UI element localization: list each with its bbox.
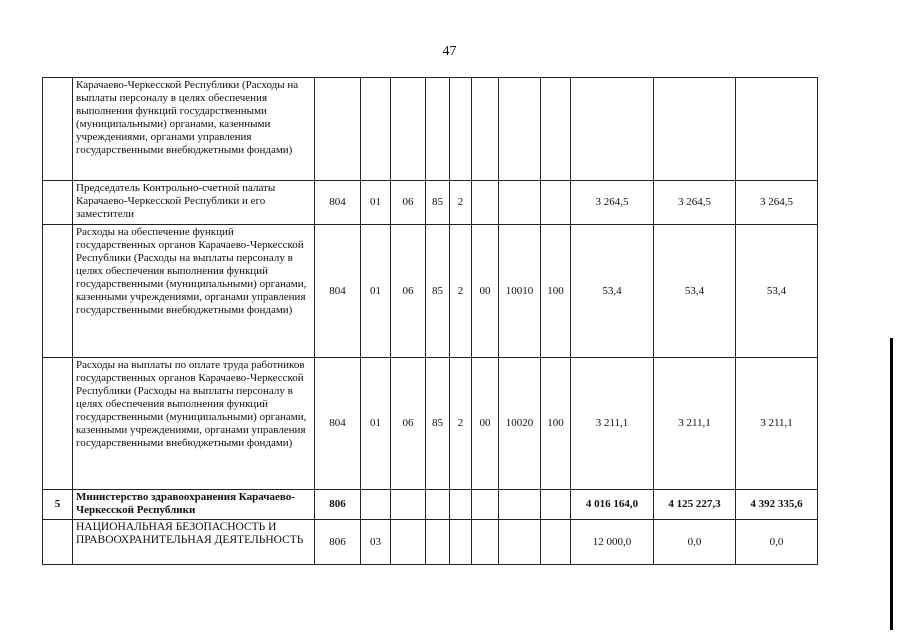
cs-subprogram: 2 xyxy=(450,181,472,225)
razdel-code: 03 xyxy=(361,520,391,565)
podrazdel-code xyxy=(391,78,426,181)
row-number xyxy=(43,358,73,490)
vr-code xyxy=(541,78,571,181)
budget-table xyxy=(42,77,818,565)
podrazdel-code: 06 xyxy=(391,225,426,358)
vedomstvo-code: 804 xyxy=(315,358,361,490)
cs-event: 00 xyxy=(472,225,499,358)
cs-event xyxy=(472,490,499,520)
sum-year-1: 4 016 164,0 xyxy=(571,490,654,520)
sum-year-2 xyxy=(654,78,736,181)
cs-subprogram xyxy=(450,520,472,565)
cs-direction: 10010 xyxy=(499,225,541,358)
table-row xyxy=(43,520,818,565)
sum-year-3: 3 211,1 xyxy=(736,358,818,490)
vr-code xyxy=(541,490,571,520)
cs-program xyxy=(426,78,450,181)
podrazdel-code: 06 xyxy=(391,181,426,225)
vedomstvo-code: 806 xyxy=(315,490,361,520)
row-number xyxy=(43,225,73,358)
razdel-code xyxy=(361,78,391,181)
cs-direction xyxy=(499,181,541,225)
row-description: Расходы на обеспечение функций государственных органов Карачаево-Черкесской Республики (Расходы на выплаты персоналу в целях обеспечения выполнения функций государственными (муниципальными) органами, казенными учреждениями, органами управления государственными внебюджетными фондами) xyxy=(73,225,315,358)
table-row xyxy=(43,225,818,358)
cs-subprogram xyxy=(450,490,472,520)
cs-program xyxy=(426,520,450,565)
vr-code xyxy=(541,520,571,565)
sum-year-3: 53,4 xyxy=(736,225,818,358)
sum-year-2: 3 264,5 xyxy=(654,181,736,225)
cs-event: 00 xyxy=(472,358,499,490)
cs-event xyxy=(472,181,499,225)
sum-year-1 xyxy=(571,78,654,181)
sum-year-3 xyxy=(736,78,818,181)
scan-edge-line xyxy=(890,338,893,630)
page-number: 47 xyxy=(442,44,457,59)
vedomstvo-code xyxy=(315,78,361,181)
sum-year-2: 4 125 227,3 xyxy=(654,490,736,520)
row-number xyxy=(43,520,73,565)
sum-year-1: 3 264,5 xyxy=(571,181,654,225)
cs-program: 85 xyxy=(426,225,450,358)
table-row xyxy=(43,490,818,520)
vr-code: 100 xyxy=(541,358,571,490)
sum-year-1: 12 000,0 xyxy=(571,520,654,565)
cs-program: 85 xyxy=(426,181,450,225)
table-row xyxy=(43,358,818,490)
sum-year-3: 0,0 xyxy=(736,520,818,565)
razdel-code: 01 xyxy=(361,225,391,358)
cs-direction xyxy=(499,520,541,565)
podrazdel-code xyxy=(391,520,426,565)
podrazdel-code: 06 xyxy=(391,358,426,490)
table-row xyxy=(43,181,818,225)
cs-direction: 10020 xyxy=(499,358,541,490)
cs-direction xyxy=(499,78,541,181)
cs-event xyxy=(472,520,499,565)
vr-code xyxy=(541,181,571,225)
cs-program: 85 xyxy=(426,358,450,490)
row-number xyxy=(43,78,73,181)
sum-year-1: 3 211,1 xyxy=(571,358,654,490)
cs-subprogram: 2 xyxy=(450,225,472,358)
vedomstvo-code: 806 xyxy=(315,520,361,565)
cs-program xyxy=(426,490,450,520)
razdel-code: 01 xyxy=(361,358,391,490)
cs-direction xyxy=(499,490,541,520)
sum-year-1: 53,4 xyxy=(571,225,654,358)
sum-year-3: 4 392 335,6 xyxy=(736,490,818,520)
row-description: Карачаево-Черкесской Республики (Расходы на выплаты персоналу в целях обеспечения выполнения функций государственными (муниципальными) органами, казенными учреждениями, органами управления государственными внебюджетными фондами) xyxy=(73,78,315,181)
podrazdel-code xyxy=(391,490,426,520)
row-description: Министерство здравоохранения Карачаево-Черкесской Республики xyxy=(73,490,315,520)
razdel-code: 01 xyxy=(361,181,391,225)
sum-year-2: 53,4 xyxy=(654,225,736,358)
sum-year-2: 3 211,1 xyxy=(654,358,736,490)
vedomstvo-code: 804 xyxy=(315,225,361,358)
sum-year-3: 3 264,5 xyxy=(736,181,818,225)
vr-code: 100 xyxy=(541,225,571,358)
row-number xyxy=(43,181,73,225)
vedomstvo-code: 804 xyxy=(315,181,361,225)
row-description: НАЦИОНАЛЬНАЯ БЕЗОПАСНОСТЬ И ПРАВООХРАНИТЕЛЬНАЯ ДЕЯТЕЛЬНОСТЬ xyxy=(73,520,315,565)
cs-subprogram xyxy=(450,78,472,181)
row-description: Расходы на выплаты по оплате труда работников государственных органов Карачаево-Черкесской Республики (Расходы на выплаты персоналу в целях обеспечения выполнения функций государственными (муниципальными) органами, казенными учреждениями, органами управления государственными внебюджетными фондами) xyxy=(73,358,315,490)
cs-event xyxy=(472,78,499,181)
sum-year-2: 0,0 xyxy=(654,520,736,565)
cs-subprogram: 2 xyxy=(450,358,472,490)
table-row xyxy=(43,78,818,181)
row-number: 5 xyxy=(43,490,73,520)
row-description: Председатель Контрольно-счетной палаты Карачаево-Черкесской Республики и его заместители xyxy=(73,181,315,225)
razdel-code xyxy=(361,490,391,520)
